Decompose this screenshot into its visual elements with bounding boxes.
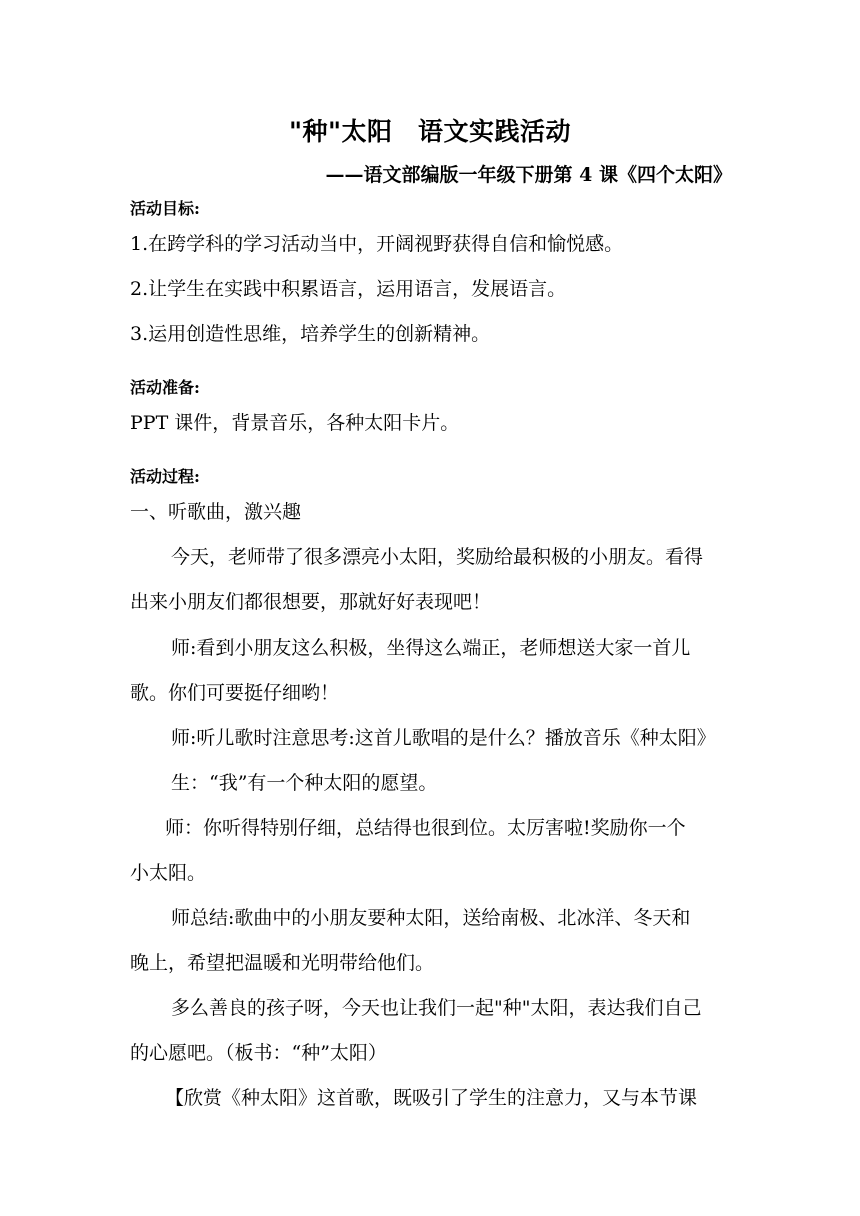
- process-heading: 活动过程:: [130, 467, 200, 486]
- prep-text: PPT 课件，背景音乐，各种太阳卡片。: [130, 412, 460, 434]
- document-subtitle: ——语文部编版一年级下册第 4 课《四个太阳》: [325, 164, 732, 186]
- paragraph-line: 师：你听得特别仔细，总结得也很到位。太厉害啦!奖励你一个: [165, 817, 686, 839]
- paragraph-line: 生：“我”有一个种太阳的愿望。: [171, 772, 438, 794]
- document-title: "种"太阳 语文实践活动: [288, 117, 572, 146]
- paragraph-line: 师总结:歌曲中的小朋友要种太阳，送给南极、北冰洋、冬天和: [171, 907, 691, 929]
- paragraph-line: 的心愿吧。（板书：“种”太阳）: [130, 1042, 387, 1064]
- goals-heading: 活动目标:: [130, 199, 200, 218]
- goal-item-1: 1.在跨学科的学习活动当中，开阔视野获得自信和愉悦感。: [130, 233, 624, 255]
- goal-item-3: 3.运用创造性思维，培养学生的创新精神。: [130, 323, 491, 345]
- paragraph-line: 出来小朋友们都很想要，那就好好表现吧！: [130, 591, 492, 613]
- paragraph-line: 歌。你们可要挺仔细哟！: [130, 682, 340, 704]
- prep-heading: 活动准备:: [130, 378, 200, 397]
- goal-item-2: 2.让学生在实践中积累语言，运用语言，发展语言。: [130, 278, 567, 300]
- paragraph-line: 师:看到小朋友这么积极，坐得这么端正，老师想送大家一首儿: [171, 637, 691, 659]
- paragraph-line: 小太阳。: [130, 862, 207, 884]
- paragraph-line: 多么善良的孩子呀，今天也让我们一起"种"太阳，表达我们自己: [171, 997, 702, 1019]
- paragraph-line: 【欣赏《种太阳》这首歌，既吸引了学生的注意力，又与本节课: [165, 1087, 698, 1109]
- paragraph-line: 今天，老师带了很多漂亮小太阳，奖励给最积极的小朋友。看得: [171, 546, 704, 568]
- section-heading-1: 一、听歌曲，激兴趣: [130, 501, 302, 523]
- paragraph-line: 师:听儿歌时注意思考:这首儿歌唱的是什么？播放音乐《种太阳》: [171, 727, 716, 749]
- paragraph-line: 晚上，希望把温暖和光明带给他们。: [130, 952, 435, 974]
